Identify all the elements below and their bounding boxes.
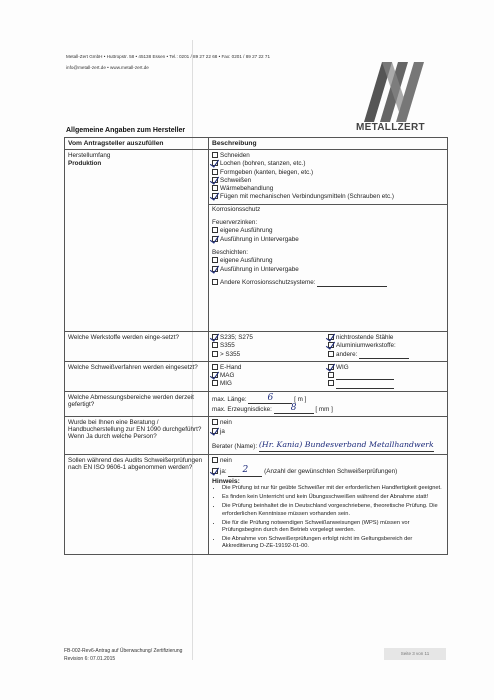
checkbox-checked[interactable] (212, 334, 218, 340)
checkbox-row[interactable]: ja (212, 428, 444, 436)
laenge-field[interactable]: 6 (248, 394, 292, 404)
checkbox-checked[interactable] (212, 236, 218, 242)
checkbox-row[interactable]: Formgeben (kanten, biegen, etc.) (212, 169, 444, 177)
korrosionsschutz-title: Korrosionsschutz (209, 204, 447, 214)
checkbox-checked[interactable] (328, 364, 334, 370)
footer-revision: Revision 6: 07.01.2015 (64, 656, 116, 662)
checkbox-checked[interactable] (212, 177, 218, 183)
anzahl-field[interactable]: 2 (228, 465, 262, 477)
checkbox[interactable] (212, 342, 218, 348)
checkbox-row[interactable]: Ausführung in Untervergabe (212, 266, 444, 274)
row-schweisserpruefungen (65, 454, 448, 554)
checkbox[interactable] (212, 351, 218, 357)
checkbox[interactable] (212, 457, 218, 463)
checkbox-row[interactable]: E-Hand (212, 364, 328, 372)
row-schweissverfahren (65, 361, 448, 391)
checkbox-row[interactable]: Aluminiumwerkstoffe: (328, 342, 444, 350)
checkbox-row[interactable] (328, 372, 444, 380)
verfahren-other-field[interactable] (336, 388, 394, 389)
checkbox[interactable] (328, 351, 334, 357)
question-herstellumfang: Herstellumfang (68, 152, 111, 159)
beschichten-title: Beschichten: (212, 248, 249, 256)
checkbox-checked[interactable] (212, 193, 218, 199)
question-schweisserpruefungen: Sollen während des Audits Schweißerprüfungen nach EN ISO 9606-1 abgenommen werden? (65, 454, 209, 554)
checkbox-checked[interactable] (212, 372, 218, 378)
checkbox-row[interactable]: eigene Ausführung (212, 227, 444, 235)
checkbox-row[interactable]: nein (212, 457, 444, 465)
list-item: • Die für die Prüfung notwendigen Schweißanweisungen (WPS) müssen vor Prüfungsbeginn durch den Betrieb vorgelegt werden. (222, 520, 444, 534)
checkbox-row[interactable]: andere: (328, 351, 444, 359)
berater-field[interactable]: (Hr. Kania) Bundesverband Metallhandwerk (259, 439, 434, 452)
checkbox-checked[interactable] (212, 266, 218, 272)
checkbox[interactable] (328, 380, 334, 386)
question-schweissverfahren: Welche Schweißverfahren werden eingesetzt? (65, 361, 209, 391)
andere-korrosion-field[interactable] (317, 286, 387, 287)
checkbox-row[interactable]: Wärmebehandlung (212, 185, 444, 193)
list-item: • Die Prüfung beinhaltet die in Deutschland vorgeschriebene, theoretische Prüfung. Die erforderlichen Kenntnisse müssen vorhanden sein. (222, 503, 444, 517)
checkbox[interactable] (212, 380, 218, 386)
checkbox-checked[interactable] (212, 468, 218, 474)
company-address: Metall-Zert GmbH • Huttropstr. 58 • 45138 Essen • Tel.: 0201 / 89 27 22 68 • Fax: 0201 / 89 27 22 71 (66, 54, 270, 59)
checkbox-row[interactable]: eigene Ausführung (212, 257, 444, 265)
hinweis-list (222, 485, 444, 550)
row-abmessungen (65, 391, 448, 417)
checkbox-row[interactable] (328, 380, 444, 388)
checkbox-row[interactable]: Andere Korrosionsschutzsysteme: (212, 279, 444, 287)
hinweis-title: Hinweis: (212, 478, 240, 486)
col-header-description: Beschreibung (209, 138, 448, 150)
metallzert-logo-icon (352, 52, 432, 132)
row-herstellumfang (65, 150, 448, 332)
checkbox-row[interactable]: Lochen (bohren, stanzen, etc.) (212, 160, 444, 168)
checkbox-row[interactable]: nein (212, 419, 444, 427)
dicke-unit: [ mm ] (315, 406, 333, 414)
question-produktion: Produktion (68, 160, 102, 168)
logo-text: METALLZERT (356, 122, 425, 133)
checkbox[interactable] (212, 279, 218, 285)
laenge-label: max. Länge: (212, 395, 247, 403)
list-item: • Es finden kein Unterricht und kein Übungsschweißen während der Abnahme statt! (222, 494, 444, 501)
row-werkstoffe (65, 332, 448, 362)
application-form-table (64, 137, 448, 555)
checkbox-row[interactable]: Schneiden (212, 152, 444, 160)
checkbox-row[interactable]: nichtrostende Stähle (328, 334, 444, 342)
checkbox-row[interactable]: WIG (328, 364, 444, 372)
laenge-unit: [ m ] (294, 395, 307, 403)
table-header-row (65, 138, 448, 150)
checkbox[interactable] (328, 372, 334, 378)
checkbox-row[interactable]: Schweißen (212, 177, 444, 185)
berater-label: Berater (Name): (212, 442, 258, 450)
checkbox-checked[interactable] (212, 160, 218, 166)
dicke-field[interactable]: 8 (274, 404, 314, 414)
col-header-applicant: Vom Antragsteller auszufüllen (65, 138, 209, 150)
list-item: • Die Prüfung ist nur für geübte Schweißer mit der erforderlichen Handfertigkeit geeignet. (222, 485, 444, 492)
checkbox-row[interactable]: MAG (212, 372, 328, 380)
question-werkstoffe: Welche Werkstoffe werden einge-setzt? (65, 332, 209, 362)
andere-werkstoff-field[interactable] (359, 358, 409, 359)
checkbox-checked[interactable] (212, 428, 218, 434)
question-abmessungen: Welche Abmessungsbereiche werden derzeit gefertigt? (65, 391, 209, 417)
footer-form-id: FB-002-Rev6-Antrag auf Überwachung/ Zertifizierung (64, 648, 183, 654)
checkbox-row[interactable]: > S355 (212, 351, 328, 359)
feuerverzinken-title: Feuerverzinken: (212, 219, 258, 227)
checkbox-row[interactable]: Ausführung in Untervergabe (212, 236, 444, 244)
section-title: Allgemeine Angaben zum Hersteller (66, 127, 186, 134)
list-item: • Die Abnahme von Schweißerprüfungen erfolgt nicht im Geltungsbereich der Akkreditierung D-ZE-19192-01-00. (222, 536, 444, 550)
checkbox-row[interactable]: S355 (212, 342, 328, 350)
question-beratung: Wurde bei Ihnen eine Beratung / Handbucherstellung zur EN 1090 durchgeführt? Wenn Ja durch welche Person? (65, 417, 209, 455)
row-beratung (65, 417, 448, 455)
checkbox-row[interactable]: S235; S275 (212, 334, 328, 342)
checkbox-row[interactable]: Fügen mit mechanischen Verbindungsmitteln (Schrauben etc.) (212, 193, 444, 201)
footer-page-number: Seite 3 von 11 (384, 648, 446, 660)
checkbox-row[interactable]: MIG (212, 380, 328, 388)
company-contact: info@metall-zert.de • www.metall-zert.de (66, 65, 149, 70)
checkbox-checked[interactable] (328, 342, 334, 348)
dicke-label: max. Erzeugnisdicke: (212, 406, 272, 414)
checkbox-row[interactable]: ja: 2 (Anzahl der gewünschten Schweißerprüfungen) (212, 465, 444, 477)
